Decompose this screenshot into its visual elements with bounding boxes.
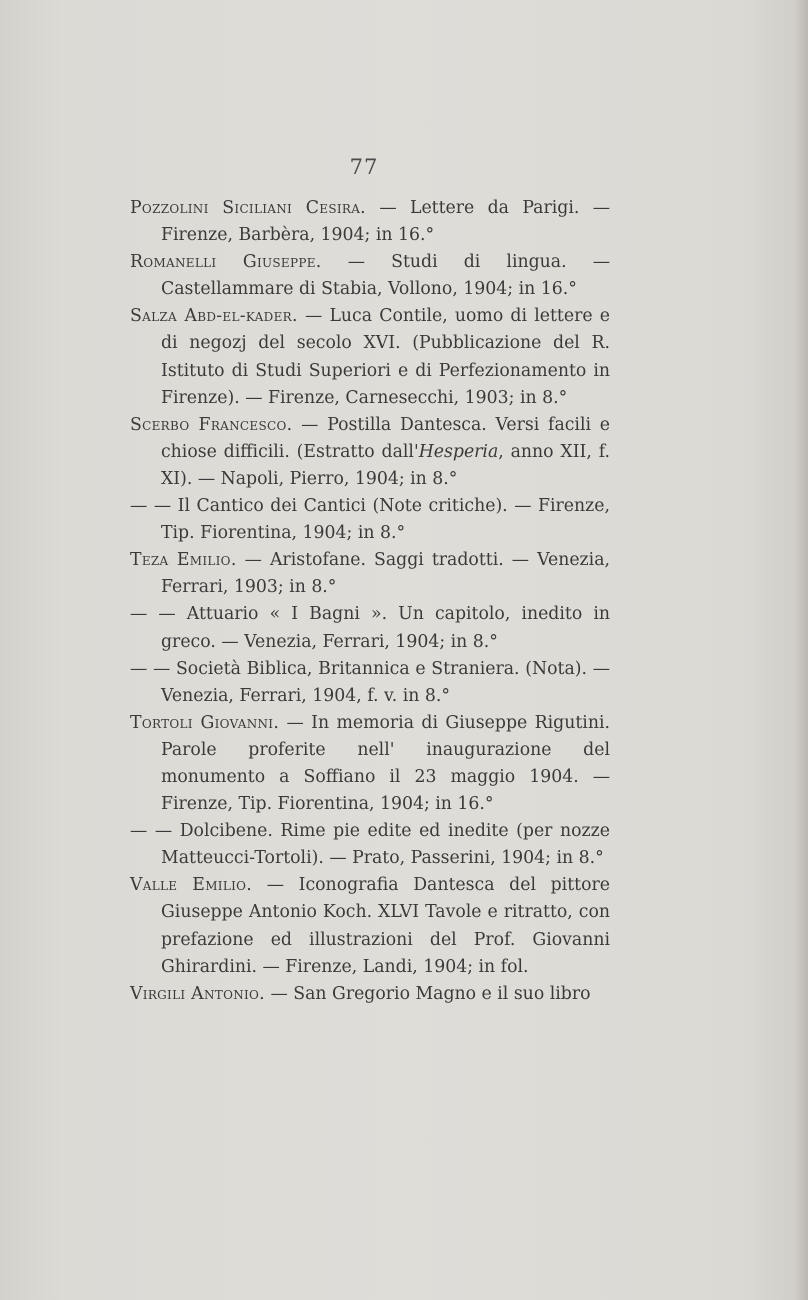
bibliography-entry [130, 981, 610, 1008]
entry-text: — — Dolcibene. Rime pie edite ed inedite (per nozze Matteucci-Tortoli). — Prato, Passerini, 1904; in 8.° [130, 821, 610, 869]
entry-text: — Iconografia Dantesca del pittore Giuseppe Antonio Koch. XLVI Tavole e ritratto, con prefazione ed illustrazioni del Prof. Giovanni Ghirardini. — Firenze, Landi, 1904; in fol. [161, 875, 610, 977]
entry-text: — In memoria di Giuseppe Rigutini. Parole proferite nell' inaugurazione del monumento a Soffiano il 23 maggio 1904. — Firenze, Tip. Fiorentina, 1904; in 16.° [161, 712, 610, 815]
entry-text: — Lettere da Parigi. — Firenze, Barbèra, 1904; in 16.° [161, 198, 610, 246]
bibliography-entry [130, 872, 610, 980]
bibliography-entry [130, 195, 610, 249]
entry-author: Salza Abd-el-kader. [130, 306, 298, 327]
entry-author: Romanelli Giuseppe. [130, 252, 322, 273]
bibliography-entry [130, 412, 610, 493]
bibliography-entry [130, 493, 610, 547]
page-number: 77 [349, 155, 379, 179]
bibliography-list [130, 195, 610, 1008]
entry-text: — Postilla Dantesca. Versi facili e chiose difficili. (Estratto dall' [161, 414, 610, 462]
entry-author: Pozzolini Siciliani Cesira. [130, 198, 366, 218]
entry-author: Scerbo Francesco. [130, 414, 293, 435]
entry-text: — Aristofane. Saggi tradotti. — Venezia, Ferrari, 1903; in 8.° [161, 550, 610, 598]
entry-text: — San Gregorio Magno e il suo libro [264, 983, 591, 1004]
entry-text: — Studi di lingua. — Castellammare di Stabia, Vollono, 1904; in 16.° [161, 252, 610, 300]
entry-author: Tortoli Giovanni. [130, 712, 280, 733]
bibliography-entry [130, 249, 610, 303]
entry-author: Virgili Antonio. [130, 983, 265, 1004]
entry-text: — Luca Contile, uomo di lettere e di negozj del secolo XVI. (Pubblicazione del R. Istituto di Studi Superiori e di Perfezionamento in Firenze). — Firenze, Carnesecchi, 1903; in 8.° [161, 306, 610, 408]
bibliography-entry [130, 710, 610, 818]
bibliography-entry [130, 656, 610, 710]
entry-text: — — Il Cantico dei Cantici (Note critiche). — Firenze, Tip. Fiorentina, 1904; in 8.° [130, 496, 610, 544]
bibliography-entry [130, 303, 610, 411]
bibliography-entry [130, 601, 610, 655]
page-edge-shadow [794, 0, 808, 1300]
entry-italic: Hesperia [418, 441, 499, 462]
entry-text: — — Società Biblica, Britannica e Straniera. (Nota). — Venezia, Ferrari, 1904, f. v. in 8.° [130, 658, 610, 706]
bibliography-entry [130, 547, 610, 601]
entry-author: Valle Emilio. [130, 875, 253, 896]
entry-author: Teza Emilio. [130, 550, 237, 571]
entry-text: — — Attuario « I Bagni ». Un capitolo, inedito in greco. — Venezia, Ferrari, 1904; in 8.° [130, 604, 610, 652]
bibliography-entry [130, 818, 610, 872]
entry-text-after: , anno XII, f. XI). — Napoli, Pierro, 1904; in 8.° [161, 441, 610, 489]
